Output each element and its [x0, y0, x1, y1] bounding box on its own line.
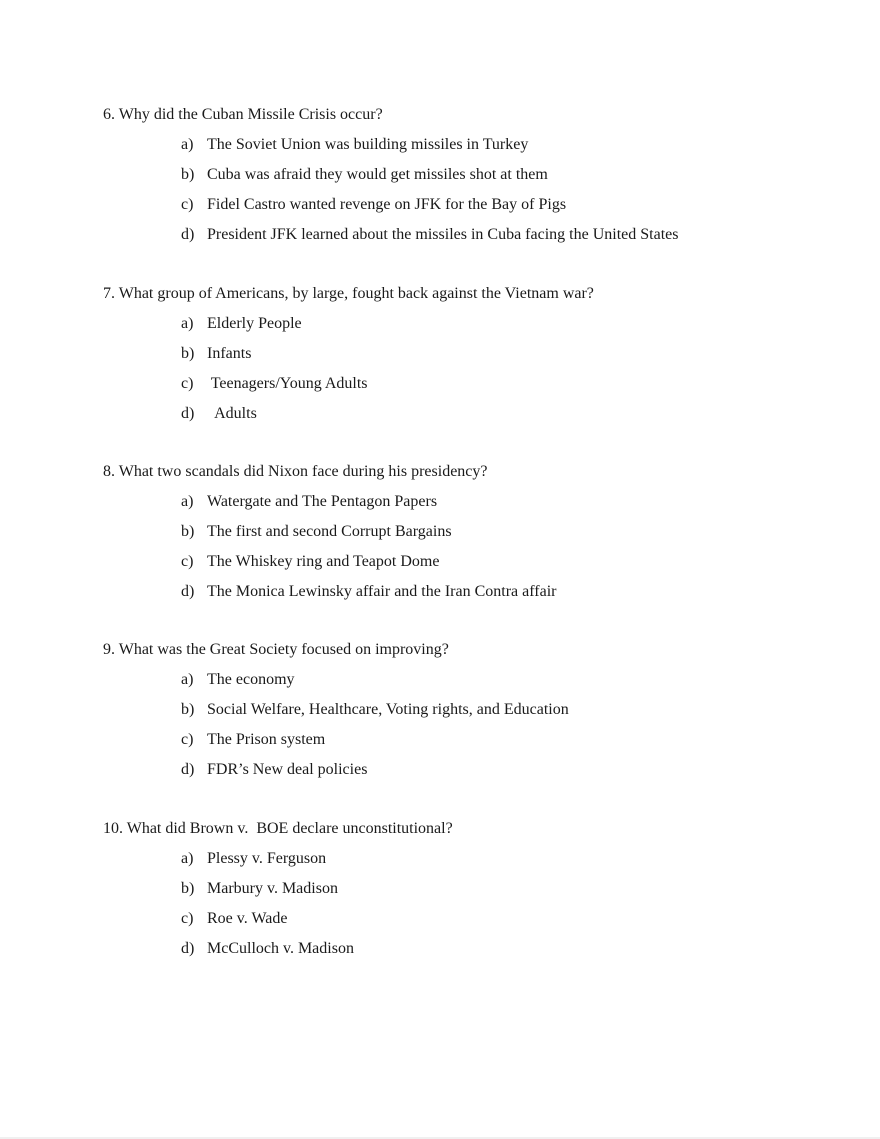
- option-letter: d): [181, 583, 195, 600]
- answer-options: [103, 660, 843, 780]
- option-letter: c): [181, 910, 194, 927]
- option-letter: a): [181, 136, 194, 153]
- option-text: The Soviet Union was building missiles in Turkey: [207, 136, 529, 153]
- option-text: Infants: [207, 345, 252, 362]
- option-letter: a): [181, 315, 194, 332]
- option-letter: d): [181, 761, 195, 778]
- answer-options: [103, 839, 843, 959]
- answer-option-c: [103, 899, 843, 929]
- option-text: Social Welfare, Healthcare, Voting rights, and Education: [207, 701, 569, 718]
- answer-options: [103, 304, 843, 424]
- option-letter: d): [181, 405, 195, 422]
- answer-options: [103, 125, 843, 245]
- option-text: Teenagers/Young Adults: [207, 375, 368, 392]
- question-8: [103, 462, 843, 602]
- answer-option-d: [103, 394, 843, 424]
- answer-option-a: [103, 125, 843, 155]
- question-text: 6. Why did the Cuban Missile Crisis occur?: [103, 106, 383, 123]
- option-letter: a): [181, 850, 194, 867]
- question-6: [103, 105, 843, 245]
- option-text: FDR’s New deal policies: [207, 761, 368, 778]
- answer-option-b: [103, 334, 843, 364]
- option-text: Marbury v. Madison: [207, 880, 338, 897]
- answer-option-b: [103, 155, 843, 185]
- option-letter: c): [181, 731, 194, 748]
- answer-option-a: [103, 839, 843, 869]
- option-text: Fidel Castro wanted revenge on JFK for the Bay of Pigs: [207, 196, 567, 213]
- answer-options: [103, 482, 843, 602]
- option-text: Adults: [207, 405, 257, 422]
- option-text: Watergate and The Pentagon Papers: [207, 493, 438, 510]
- option-text: McCulloch v. Madison: [207, 940, 354, 957]
- answer-option-b: [103, 690, 843, 720]
- answer-option-c: [103, 720, 843, 750]
- option-letter: a): [181, 493, 194, 510]
- question-10: [103, 819, 843, 959]
- question-text: 8. What two scandals did Nixon face during his presidency?: [103, 463, 488, 480]
- option-text: Plessy v. Ferguson: [207, 850, 327, 867]
- option-letter: b): [181, 523, 195, 540]
- answer-option-d: [103, 215, 843, 245]
- option-letter: c): [181, 196, 194, 213]
- answer-option-b: [103, 512, 843, 542]
- option-text: Cuba was afraid they would get missiles shot at them: [207, 166, 548, 183]
- answer-option-a: [103, 482, 843, 512]
- option-text: President JFK learned about the missiles in Cuba facing the United States: [207, 226, 679, 243]
- answer-option-a: [103, 304, 843, 334]
- option-letter: b): [181, 345, 195, 362]
- option-text: Elderly People: [207, 315, 302, 332]
- option-text: The Prison system: [207, 731, 326, 748]
- answer-option-b: [103, 869, 843, 899]
- answer-option-d: [103, 750, 843, 780]
- answer-option-a: [103, 660, 843, 690]
- option-text: The Monica Lewinsky affair and the Iran Contra affair: [207, 583, 557, 600]
- option-text: The Whiskey ring and Teapot Dome: [207, 553, 440, 570]
- question-text: 9. What was the Great Society focused on improving?: [103, 641, 449, 658]
- question-7: [103, 284, 843, 424]
- question-text: 7. What group of Americans, by large, fought back against the Vietnam war?: [103, 285, 594, 302]
- option-text: Roe v. Wade: [207, 910, 288, 927]
- question-text: 10. What did Brown v. BOE declare unconstitutional?: [103, 820, 453, 837]
- option-letter: a): [181, 671, 194, 688]
- option-letter: c): [181, 553, 194, 570]
- option-text: The economy: [207, 671, 295, 688]
- option-letter: b): [181, 880, 195, 897]
- answer-option-c: [103, 542, 843, 572]
- answer-option-d: [103, 572, 843, 602]
- answer-option-d: [103, 929, 843, 959]
- option-letter: d): [181, 940, 195, 957]
- answer-option-c: [103, 185, 843, 215]
- option-text: The first and second Corrupt Bargains: [207, 523, 452, 540]
- answer-option-c: [103, 364, 843, 394]
- option-letter: b): [181, 701, 195, 718]
- option-letter: d): [181, 226, 195, 243]
- option-letter: b): [181, 166, 195, 183]
- question-9: [103, 640, 843, 780]
- option-letter: c): [181, 375, 194, 392]
